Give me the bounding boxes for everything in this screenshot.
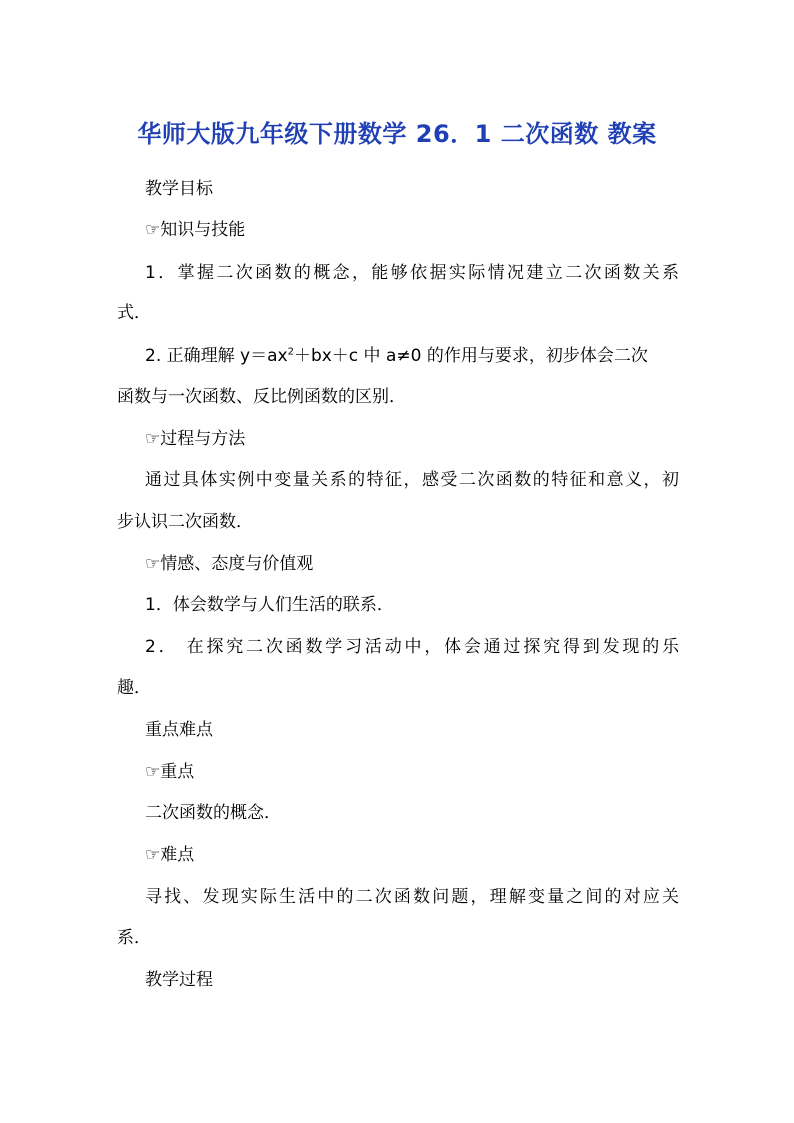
paragraph-goal-2-line-2: 函数与一次函数、反比例函数的区别． [117,387,406,407]
subheading-knowledge-skills: ☞知识与技能 [145,220,246,240]
goal-2-superscript: 2 [287,346,294,358]
goal-2-suffix: ＋bx＋c 中 a≠0 的作用与要求，初步体会二次 [293,346,648,366]
paragraph-goal-2-line-1 [145,345,648,367]
subheading-key-point: ☞重点 [145,762,195,782]
paragraph-process-line-1: 通过具体实例中变量关系的特征，感受二次函数的特征和意义，初 [145,470,679,490]
heading-teaching-process: 教学过程 [145,970,213,990]
subheading-emotion-values: ☞情感、态度与价值观 [145,554,314,574]
paragraph-emotion-1: 1．体会数学与人们生活的联系． [145,595,394,615]
heading-teaching-goals: 教学目标 [145,179,213,199]
subheading-process-methods: ☞过程与方法 [145,429,246,449]
paragraph-key-point: 二次函数的概念． [145,803,281,823]
paragraph-goal-1-line-1: 1．掌握二次函数的概念，能够依据实际情况建立二次函数关系 [145,263,679,283]
document-title: 华师大版九年级下册数学 26．1 二次函数 教案 [137,120,657,148]
paragraph-goal-1-line-2: 式． [117,303,151,323]
paragraph-emotion-2-line-2: 趣． [117,678,151,698]
paragraph-difficulty-line-2: 系． [117,928,151,948]
paragraph-emotion-2-line-1: 2． 在探究二次函数学习活动中，体会通过探究得到发现的乐 [145,637,679,657]
paragraph-difficulty-line-1: 寻找、发现实际生活中的二次函数问题，理解变量之间的对应关 [145,887,679,907]
heading-key-difficulties: 重点难点 [145,720,213,740]
goal-2-prefix: 2. 正确理解 y＝ax [145,346,288,366]
paragraph-process-line-2: 步认识二次函数． [117,512,253,532]
subheading-difficulty: ☞难点 [145,845,195,865]
